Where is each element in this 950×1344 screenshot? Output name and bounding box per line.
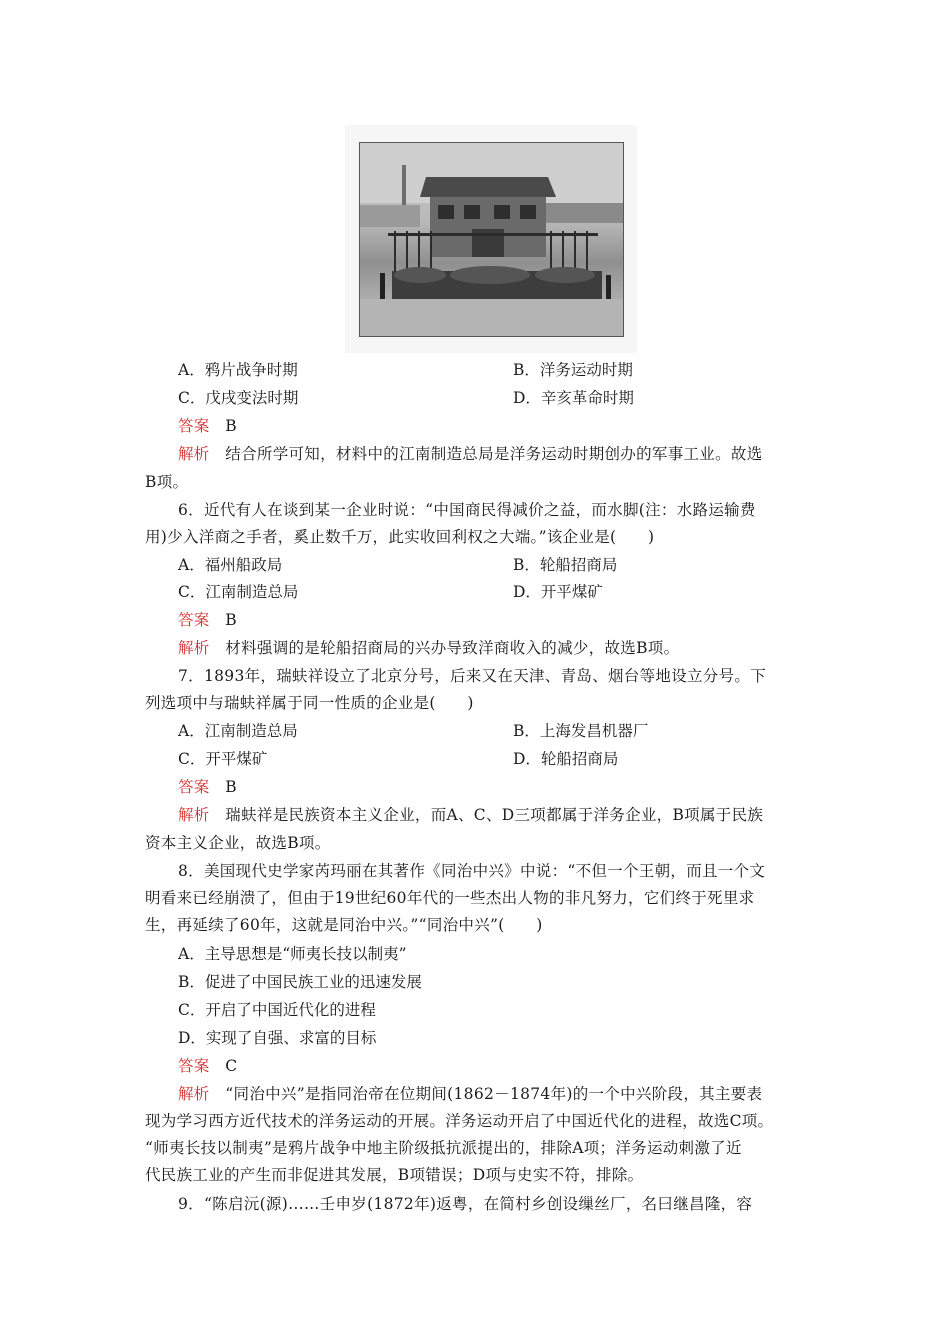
- q6-analysis-line-1: [178, 634, 843, 662]
- q5-option-d: D．辛亥革命时期: [513, 389, 634, 407]
- q6-answer-line: [178, 606, 843, 634]
- q6-option-c: C．江南制造总局: [178, 583, 299, 601]
- q5-answer-line: [178, 412, 843, 440]
- q7-analysis-line-2: 资本主义企业，故选B项。: [145, 834, 331, 852]
- q6-answer: B: [225, 611, 237, 629]
- q5-option-c: C．戊戌变法时期: [178, 389, 299, 407]
- q5-analysis-tag: 解析: [178, 445, 210, 463]
- q6-analysis-tag: 解析: [178, 639, 210, 657]
- q6-stem-line-1: 6．近代有人在谈到某一企业时说：“中国商民得减价之益，而水脚(注：水路运输费: [178, 501, 756, 519]
- q6-option-b: B．轮船招商局: [513, 556, 618, 574]
- q6-analysis-text-1: 材料强调的是轮船招商局的兴办导致洋商收入的减少，故选B项。: [225, 639, 680, 657]
- q8-answer-tag: 答案: [178, 1057, 210, 1075]
- q7-answer-tag: 答案: [178, 778, 210, 796]
- q7-analysis-tag: 解析: [178, 806, 210, 824]
- q8-option-a: A．主导思想是“师夷长技以制夷”: [178, 945, 407, 963]
- q8-answer-line: [178, 1052, 843, 1080]
- q7-option-b: B．上海发昌机器厂: [513, 722, 649, 740]
- q8-analysis-line-2: 现为学习西方近代技术的洋务运动的开展。洋务运动开启了中国近代化的进程，故选C项。: [145, 1112, 774, 1130]
- q6-stem-line-2: 用)少入洋商之手者，奚止数千万，此实收回利权之大端。”该企业是( ): [145, 528, 655, 546]
- q5-analysis-line-1: [178, 440, 843, 468]
- q8-analysis-line-1: [178, 1080, 843, 1108]
- q9-stem-line-1: 9．“陈启沅(源)……壬申岁(1872年)返粤，在简村乡创设缫丝厂，名曰继昌隆，容: [178, 1195, 753, 1213]
- q8-option-c: C．开启了中国近代化的进程: [178, 1001, 376, 1019]
- q5-option-b: B．洋务运动时期: [513, 361, 633, 379]
- q5-answer-tag: 答案: [178, 417, 210, 435]
- q7-option-d: D．轮船招商局: [513, 750, 619, 768]
- q7-stem-line-1: 7．1893年，瑞蚨祥设立了北京分号，后来又在天津、青岛、烟台等地设立分号。下: [178, 667, 767, 685]
- q7-stem-line-2: 列选项中与瑞蚨祥属于同一性质的企业是( ): [145, 694, 474, 712]
- q7-analysis-line-1: [178, 801, 843, 829]
- q5-option-a: A．鸦片战争时期: [178, 361, 298, 379]
- q7-option-c: C．开平煤矿: [178, 750, 268, 768]
- q8-analysis-text-1: “同治中兴”是指同治帝在位期间(1862－1874年)的一个中兴阶段，其主要表: [225, 1085, 763, 1103]
- q6-answer-tag: 答案: [178, 611, 210, 629]
- q7-answer-line: [178, 773, 843, 801]
- q8-stem-line-2: 明看来已经崩溃了，但由于19世纪60年代的一些杰出人物的非凡努力，它们终于死里求: [145, 889, 755, 907]
- photo-illustration: [360, 143, 623, 336]
- historical-photo: [359, 142, 624, 337]
- q5-analysis-text-1: 结合所学可知，材料中的江南制造总局是洋务运动时期创办的军事工业。故选: [225, 445, 763, 463]
- q8-option-d: D．实现了自强、求富的目标: [178, 1029, 377, 1047]
- q6-option-a: A．福州船政局: [178, 556, 283, 574]
- q6-option-d: D．开平煤矿: [513, 583, 603, 601]
- q8-stem-line-3: 生，再延续了60年，这就是同治中兴。”“同治中兴”( ): [145, 916, 543, 934]
- q7-option-a: A．江南制造总局: [178, 722, 298, 740]
- q7-analysis-text-1: 瑞蚨祥是民族资本主义企业，而A、C、D三项都属于洋务企业，B项属于民族: [225, 806, 764, 824]
- q8-stem-line-1: 8．美国现代史学家芮玛丽在其著作《同治中兴》中说：“不但一个王朝，而且一个文: [178, 862, 766, 880]
- q5-analysis-line-2: B项。: [145, 473, 189, 491]
- q7-answer: B: [225, 778, 237, 796]
- q8-analysis-tag: 解析: [178, 1085, 210, 1103]
- q8-analysis-line-4: 代民族工业的产生而非促进其发展，B项错误；D项与史实不符，排除。: [145, 1166, 644, 1184]
- q8-option-b: B．促进了中国民族工业的迅速发展: [178, 973, 422, 991]
- q8-answer: C: [225, 1057, 238, 1075]
- q5-answer: B: [225, 417, 237, 435]
- q8-analysis-line-3: “师夷长技以制夷”是鸦片战争中地主阶级抵抗派提出的，排除A项；洋务运动刺激了近: [145, 1139, 742, 1157]
